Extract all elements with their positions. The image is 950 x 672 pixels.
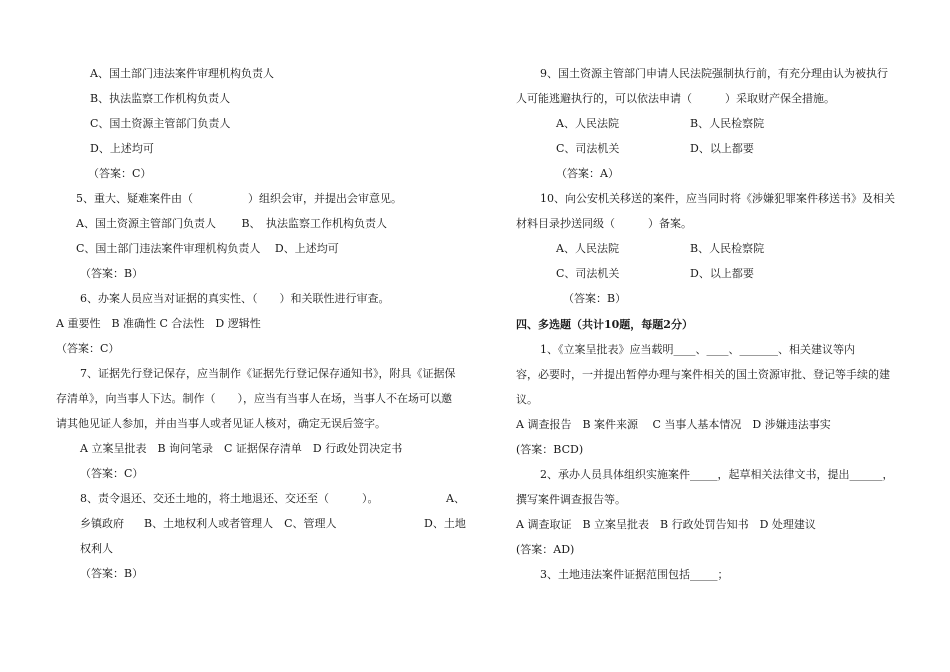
q5-options-cd: C、国土部门违法案件审理机构负责人 D、上述均可 [76, 242, 339, 255]
m1-line-3: 议。 [516, 393, 538, 406]
m2-answer: (答案：AD) [516, 543, 575, 556]
q8-option-a-text: 乡镇政府 [80, 517, 124, 530]
q8-option-d-label: D、土地 [424, 517, 466, 530]
q8-answer: （答案：B） [80, 567, 144, 580]
q9-option-b: B、人民检察院 [690, 117, 765, 130]
m1-options: A 调查报告 B 案件来源 C 当事人基本情况 D 涉嫌违法事实 [516, 418, 831, 431]
q7-line-2: 存清单》，向当事人下达。制作（ ），应当有当事人在场，当事人不在场可以邀 [56, 392, 452, 405]
q5-question: 5、重大、疑难案件由（ ）组织会审，并提出会审意见。 [76, 192, 402, 205]
q5-options-ab: A、国土资源主管部门负责人 B、 执法监察工作机构负责人 [76, 217, 388, 230]
q9-option-c: C、司法机关 [556, 142, 620, 155]
q4-option-a: A、国土部门违法案件审理机构负责人 [90, 67, 274, 80]
q4-option-d: D、上述均可 [90, 142, 154, 155]
m2-line-2: 撰写案件调查报告等。 [516, 493, 626, 506]
q6-options: A 重要性 B 准确性 C 合法性 D 逻辑性 [56, 317, 261, 330]
q9-option-a: A、人民法院 [556, 117, 619, 130]
q9-option-d: D、以上都要 [690, 142, 754, 155]
q8-option-d-continued: 权利人 [80, 542, 113, 555]
q4-option-c: C、国土资源主管部门负责人 [90, 117, 231, 130]
q10-line-2: 材料目录抄送同级（ ）备案。 [516, 217, 692, 230]
right-column [475, 0, 950, 672]
q4-answer: （答案：C） [88, 167, 152, 180]
m1-answer: (答案：BCD) [516, 443, 584, 456]
q10-option-b: B、人民检察院 [690, 242, 765, 255]
section-4-heading: 四、多选题（共计10题，每题2分） [516, 318, 693, 331]
q7-answer: （答案：C） [80, 467, 144, 480]
q8-question: 8、责令退还、交还土地的，将土地退还、交还至（ ）。 [80, 492, 379, 505]
m1-line-1: 1、《立案呈批表》应当载明____、____、_______、相关建议等内 [540, 343, 855, 356]
q7-line-3: 请其他见证人参加，并由当事人或者见证人核对，确定无误后签字。 [56, 417, 386, 430]
q8-options-bc: B、土地权利人或者管理人 C、管理人 [144, 517, 337, 530]
m1-line-2: 容，必要时，一并提出暂停办理与案件相关的国土资源审批、登记等手续的建 [516, 368, 890, 381]
q4-option-b: B、执法监察工作机构负责人 [90, 92, 231, 105]
q10-option-c: C、司法机关 [556, 267, 620, 280]
m2-line-1: 2、承办人员具体组织实施案件_____，起草相关法律文书，提出______， [540, 468, 894, 481]
q7-options: A 立案呈批表 B 询问笔录 C 证据保存清单 D 行政处罚决定书 [80, 442, 403, 455]
q6-question: 6、办案人员应当对证据的真实性、（ ）和关联性进行审查。 [80, 292, 390, 305]
q6-answer: （答案：C） [56, 342, 120, 355]
q9-line-2: 人可能逃避执行的，可以依法申请（ ）采取财产保全措施。 [516, 92, 835, 105]
q10-option-d: D、以上都要 [690, 267, 754, 280]
q10-option-a: A、人民法院 [556, 242, 619, 255]
q8-option-a-label: A、 [446, 492, 465, 505]
m3-line-1: 3、土地违法案件证据范围包括_____； [540, 568, 729, 581]
q9-answer: （答案：A） [556, 167, 619, 180]
q10-line-1: 10、向公安机关移送的案件，应当同时将《涉嫌犯罪案件移送书》及相关 [540, 192, 895, 205]
q9-line-1: 9、国土资源主管部门申请人民法院强制执行前，有充分理由认为被执行 [540, 67, 888, 80]
m2-options: A 调查取证 B 立案呈批表 B 行政处罚告知书 D 处理建议 [516, 518, 816, 531]
q5-answer: （答案：B） [80, 267, 144, 280]
q10-answer: （答案：B） [563, 292, 627, 305]
q7-line-1: 7、证据先行登记保存，应当制作《证据先行登记保存通知书》，附具《证据保 [80, 367, 456, 380]
